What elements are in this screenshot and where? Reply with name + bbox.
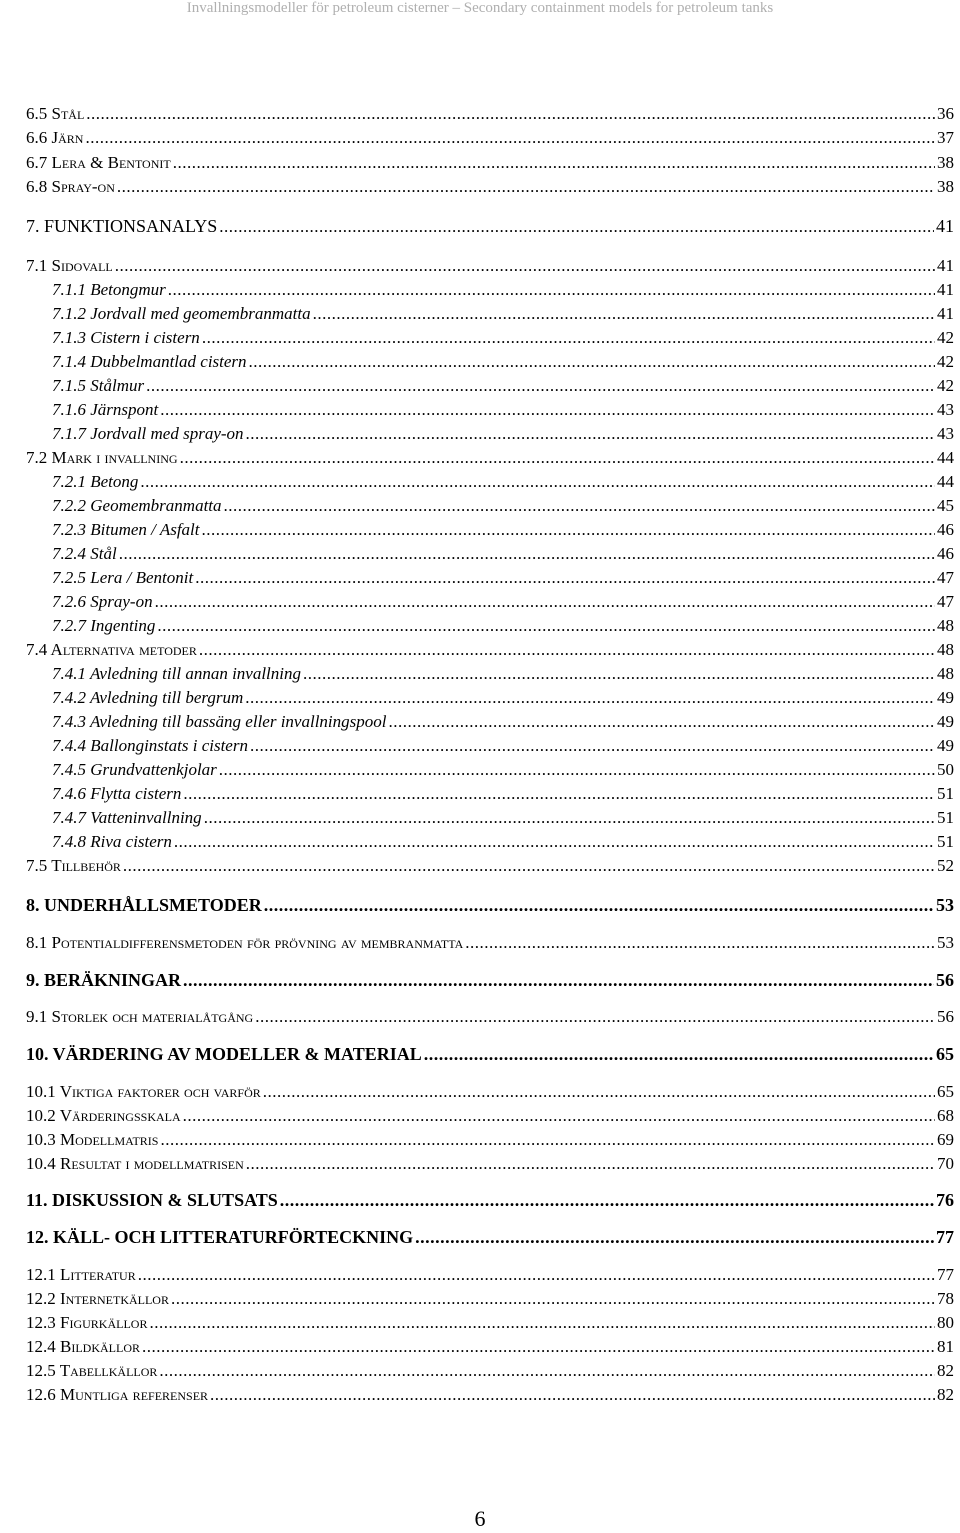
toc-entry-page: 65 bbox=[936, 1044, 954, 1064]
toc-entry-title: 7.2.2 Geomembranmatta bbox=[52, 496, 222, 515]
toc-leader-dots bbox=[303, 662, 935, 686]
toc-entry[interactable] bbox=[26, 1188, 954, 1212]
toc-entry[interactable] bbox=[26, 1287, 954, 1311]
toc-entry-title: 7.1.7 Jordvall med spray-on bbox=[52, 424, 244, 443]
toc-entry[interactable] bbox=[52, 398, 954, 422]
toc-leader-dots bbox=[202, 518, 936, 542]
toc-entry-page: 44 bbox=[937, 472, 954, 491]
toc-leader-dots bbox=[202, 326, 935, 350]
toc-entry-title: 7.2 Mark i invallning bbox=[26, 448, 178, 467]
toc-entry[interactable] bbox=[26, 1005, 954, 1029]
toc-leader-dots bbox=[142, 1335, 935, 1359]
toc-entry-title: 8.1 Potentialdifferensmetoden för prövning av membranmatta bbox=[26, 933, 464, 952]
toc-entry[interactable] bbox=[26, 446, 954, 470]
toc-entry[interactable] bbox=[26, 214, 954, 238]
toc-entry-title: 12.3 Figurkällor bbox=[26, 1313, 148, 1332]
toc-entry[interactable] bbox=[26, 638, 954, 662]
toc-entry-page: 46 bbox=[937, 544, 954, 563]
toc-entry-title: 10.1 Viktiga faktorer och varför bbox=[26, 1082, 261, 1101]
toc-leader-dots bbox=[255, 1005, 935, 1029]
toc-entry-title: 9.1 Storlek och materialåtgång bbox=[26, 1007, 254, 1026]
toc-entry-title: 12. KÄLL- OCH LITTERATURFÖRTECKNING bbox=[26, 1227, 414, 1247]
toc-entry[interactable] bbox=[52, 662, 954, 686]
toc-entry-page: 51 bbox=[937, 832, 954, 851]
toc-entry-title: 10.3 Modellmatris bbox=[26, 1130, 159, 1149]
toc-entry-page: 52 bbox=[937, 856, 954, 875]
toc-leader-dots bbox=[465, 931, 935, 955]
toc-leader-dots bbox=[246, 1152, 935, 1176]
toc-entry-page: 38 bbox=[937, 177, 954, 196]
toc-entry-page: 76 bbox=[936, 1190, 954, 1210]
toc-entry[interactable] bbox=[52, 590, 954, 614]
toc-entry[interactable] bbox=[52, 518, 954, 542]
toc-entry-page: 65 bbox=[937, 1082, 954, 1101]
toc-entry-page: 68 bbox=[937, 1106, 954, 1125]
toc-entry[interactable] bbox=[52, 422, 954, 446]
toc-entry-page: 82 bbox=[937, 1361, 954, 1380]
toc-entry-title: 12.6 Muntliga referenser bbox=[26, 1385, 209, 1404]
toc-entry[interactable] bbox=[52, 494, 954, 518]
toc-leader-dots bbox=[210, 1383, 935, 1407]
toc-leader-dots bbox=[86, 102, 935, 126]
toc-entry[interactable] bbox=[26, 102, 954, 126]
toc-entry[interactable] bbox=[52, 542, 954, 566]
toc-entry[interactable] bbox=[52, 470, 954, 494]
toc-entry-page: 48 bbox=[937, 616, 954, 635]
toc-entry-page: 42 bbox=[937, 376, 954, 395]
toc-entry-page: 56 bbox=[936, 970, 954, 990]
toc-entry[interactable] bbox=[52, 566, 954, 590]
toc-entry-title: 7.2.7 Ingenting bbox=[52, 616, 156, 635]
toc-entry-page: 41 bbox=[936, 216, 954, 236]
toc-entry[interactable] bbox=[26, 1263, 954, 1287]
running-header: Invallningsmodeller för petroleum cisterner – Secondary containment models for petroleum tanks bbox=[186, 0, 774, 16]
toc-entry[interactable] bbox=[26, 151, 954, 175]
toc-entry-page: 50 bbox=[937, 760, 954, 779]
toc-entry[interactable] bbox=[26, 893, 954, 917]
toc-entry[interactable] bbox=[26, 254, 954, 278]
toc-leader-dots bbox=[149, 1311, 935, 1335]
toc-entry-title: 7.1.5 Stålmur bbox=[52, 376, 145, 395]
toc-entry[interactable] bbox=[52, 302, 954, 326]
toc-entry-page: 37 bbox=[937, 128, 954, 147]
toc-leader-dots bbox=[146, 374, 935, 398]
toc-entry[interactable] bbox=[26, 854, 954, 878]
toc-entry-title: 12.5 Tabellkällor bbox=[26, 1361, 158, 1380]
toc-entry-title: 7.2.6 Spray-on bbox=[52, 592, 153, 611]
toc-leader-dots bbox=[204, 806, 935, 830]
toc-entry[interactable] bbox=[26, 1311, 954, 1335]
toc-entry-title: 7.1.6 Järnspont bbox=[52, 400, 159, 419]
toc-entry-title: 7.4.7 Vatteninvallning bbox=[52, 808, 202, 827]
toc-entry[interactable] bbox=[26, 1335, 954, 1359]
toc-entry-page: 51 bbox=[937, 784, 954, 803]
toc-entry-page: 53 bbox=[936, 895, 954, 915]
toc-entry[interactable] bbox=[52, 830, 954, 854]
toc-entry-title: 7.4.8 Riva cistern bbox=[52, 832, 172, 851]
toc-entry[interactable] bbox=[26, 931, 954, 955]
toc-leader-dots bbox=[224, 494, 935, 518]
toc-entry-page: 51 bbox=[937, 808, 954, 827]
toc-entry-page: 77 bbox=[937, 1265, 954, 1284]
toc-entry-page: 41 bbox=[937, 304, 954, 323]
toc-entry-page: 38 bbox=[937, 153, 954, 172]
toc-entry[interactable] bbox=[26, 1128, 954, 1152]
toc-entry-title: 6.8 Spray-on bbox=[26, 177, 115, 196]
toc-entry[interactable] bbox=[26, 126, 954, 150]
toc-entry-page: 41 bbox=[937, 280, 954, 299]
toc-entry-page: 47 bbox=[937, 592, 954, 611]
toc-entry[interactable] bbox=[26, 968, 954, 992]
toc-leader-dots bbox=[183, 782, 935, 806]
toc-leader-dots bbox=[138, 1263, 935, 1287]
toc-entry-page: 70 bbox=[937, 1154, 954, 1173]
toc-entry[interactable] bbox=[26, 1104, 954, 1128]
toc-leader-dots bbox=[199, 638, 935, 662]
toc-entry-title: 12.1 Litteratur bbox=[26, 1265, 136, 1284]
toc-entry-page: 77 bbox=[936, 1227, 954, 1247]
toc-leader-dots bbox=[157, 614, 935, 638]
toc-leader-dots bbox=[155, 590, 935, 614]
toc-entry-title: 7.4 Alternativa metoder bbox=[26, 640, 197, 659]
toc-entry-page: 43 bbox=[937, 424, 954, 443]
toc-entry-title: 7.4.5 Grundvattenkjolar bbox=[52, 760, 217, 779]
toc-leader-dots bbox=[219, 215, 934, 239]
toc-entry[interactable] bbox=[26, 1383, 954, 1407]
toc-leader-dots bbox=[160, 1128, 935, 1152]
toc-entry-page: 41 bbox=[937, 256, 954, 275]
toc-leader-dots bbox=[159, 1359, 935, 1383]
toc-entry[interactable] bbox=[26, 1152, 954, 1176]
toc-leader-dots bbox=[195, 566, 935, 590]
toc-entry[interactable] bbox=[52, 350, 954, 374]
toc-leader-dots bbox=[280, 1188, 934, 1212]
toc-entry-page: 53 bbox=[937, 933, 954, 952]
toc-entry[interactable] bbox=[52, 326, 954, 350]
toc-entry[interactable] bbox=[52, 614, 954, 638]
toc-leader-dots bbox=[263, 1080, 935, 1104]
toc-entry-page: 46 bbox=[937, 520, 954, 539]
toc-leader-dots bbox=[171, 1287, 935, 1311]
toc-entry-title: 7.1.2 Jordvall med geomembranmatta bbox=[52, 304, 311, 323]
toc-entry-page: 36 bbox=[937, 104, 954, 123]
toc-leader-dots bbox=[117, 175, 935, 199]
toc-entry-title: 7.1.1 Betongmur bbox=[52, 280, 166, 299]
toc-entry-page: 69 bbox=[937, 1130, 954, 1149]
toc-entry-page: 80 bbox=[937, 1313, 954, 1332]
toc-entry-title: 12.4 Bildkällor bbox=[26, 1337, 140, 1356]
toc-entry[interactable] bbox=[52, 686, 954, 710]
toc-leader-dots bbox=[183, 968, 934, 992]
toc-leader-dots bbox=[249, 350, 935, 374]
toc-entry-title: 7.2.4 Stål bbox=[52, 544, 117, 563]
toc-leader-dots bbox=[160, 398, 935, 422]
toc-leader-dots bbox=[183, 1104, 935, 1128]
toc-leader-dots bbox=[173, 151, 935, 175]
toc-entry-page: 48 bbox=[937, 664, 954, 683]
toc-leader-dots bbox=[168, 278, 935, 302]
toc-entry[interactable] bbox=[52, 782, 954, 806]
toc-entry-title: 8. UNDERHÅLLSMETODER bbox=[26, 895, 262, 915]
toc-entry[interactable] bbox=[52, 806, 954, 830]
toc-leader-dots bbox=[219, 758, 935, 782]
toc-entry-title: 7.4.6 Flytta cistern bbox=[52, 784, 182, 803]
toc-entry[interactable] bbox=[26, 1080, 954, 1104]
toc-entry[interactable] bbox=[52, 758, 954, 782]
toc-entry-title: 11. DISKUSSION & SLUTSATS bbox=[26, 1190, 278, 1210]
toc-entry[interactable] bbox=[26, 1359, 954, 1383]
toc-leader-dots bbox=[119, 542, 935, 566]
toc-entry-page: 42 bbox=[937, 328, 954, 347]
toc-entry-title: 10. VÄRDERING AV MODELLER & MATERIAL bbox=[26, 1044, 422, 1064]
toc-leader-dots bbox=[415, 1225, 934, 1249]
toc-entry-page: 48 bbox=[937, 640, 954, 659]
toc-entry-page: 42 bbox=[937, 352, 954, 371]
toc-entry-title: 12.2 Internetkällor bbox=[26, 1289, 169, 1308]
toc-leader-dots bbox=[246, 422, 935, 446]
toc-leader-dots bbox=[140, 470, 935, 494]
toc-leader-dots bbox=[85, 126, 935, 150]
toc-entry-title: 10.2 Värderingsskala bbox=[26, 1106, 181, 1125]
toc-entry-title: 7.4.2 Avledning till bergrum bbox=[52, 688, 244, 707]
page-number: 6 bbox=[474, 1506, 486, 1531]
toc-entry-title: 7.1.3 Cistern i cistern bbox=[52, 328, 200, 347]
toc-entry-title: 7.2.1 Betong bbox=[52, 472, 139, 491]
toc-entry-title: 7.1 Sidovall bbox=[26, 256, 113, 275]
toc-entry-title: 7.4.4 Ballonginstats i cistern bbox=[52, 736, 248, 755]
toc-entry-page: 45 bbox=[937, 496, 954, 515]
toc-entry-page: 78 bbox=[937, 1289, 954, 1308]
toc-entry-page: 44 bbox=[937, 448, 954, 467]
toc-entry[interactable] bbox=[26, 1225, 954, 1249]
toc-entry-title: 7.1.4 Dubbelmantlad cistern bbox=[52, 352, 247, 371]
toc-leader-dots bbox=[313, 302, 935, 326]
toc-entry-title: 6.7 Lera & Bentonit bbox=[26, 153, 171, 172]
toc-entry[interactable] bbox=[52, 374, 954, 398]
toc-entry-page: 56 bbox=[937, 1007, 954, 1026]
toc-entry[interactable] bbox=[26, 175, 954, 199]
toc-entry-title: 7.5 Tillbehör bbox=[26, 856, 121, 875]
toc-entry-page: 49 bbox=[937, 736, 954, 755]
toc-leader-dots bbox=[250, 734, 935, 758]
toc-entry[interactable] bbox=[52, 278, 954, 302]
toc-entry-title: 7. FUNKTIONSANALYS bbox=[26, 216, 218, 236]
toc-entry[interactable] bbox=[52, 734, 954, 758]
toc-leader-dots bbox=[245, 686, 935, 710]
toc-entry[interactable] bbox=[26, 1042, 954, 1066]
toc-entry-title: 9. BERÄKNINGAR bbox=[26, 970, 182, 990]
toc-entry-page: 81 bbox=[937, 1337, 954, 1356]
toc-leader-dots bbox=[424, 1042, 934, 1066]
toc-entry-page: 47 bbox=[937, 568, 954, 587]
toc-entry-title: 6.5 Stål bbox=[26, 104, 85, 123]
toc-entry-title: 7.4.3 Avledning till bassäng eller invallningspool bbox=[52, 712, 387, 731]
toc-entry-page: 49 bbox=[937, 688, 954, 707]
toc-leader-dots bbox=[180, 446, 935, 470]
toc-entry-page: 43 bbox=[937, 400, 954, 419]
toc-entry[interactable] bbox=[52, 710, 954, 734]
toc-leader-dots bbox=[123, 854, 935, 878]
toc-entry-page: 49 bbox=[937, 712, 954, 731]
toc-entry-title: 7.2.5 Lera / Bentonit bbox=[52, 568, 194, 587]
toc-entry-title: 7.2.3 Bitumen / Asfalt bbox=[52, 520, 200, 539]
toc-entry-title: 10.4 Resultat i modellmatrisen bbox=[26, 1154, 244, 1173]
toc-entry-title: 6.6 Järn bbox=[26, 128, 84, 147]
toc-leader-dots bbox=[174, 830, 935, 854]
toc-leader-dots bbox=[264, 893, 934, 917]
toc-leader-dots bbox=[115, 254, 935, 278]
toc-entry-page: 82 bbox=[937, 1385, 954, 1404]
toc-entry-title: 7.4.1 Avledning till annan invallning bbox=[52, 664, 302, 683]
toc-leader-dots bbox=[388, 710, 935, 734]
